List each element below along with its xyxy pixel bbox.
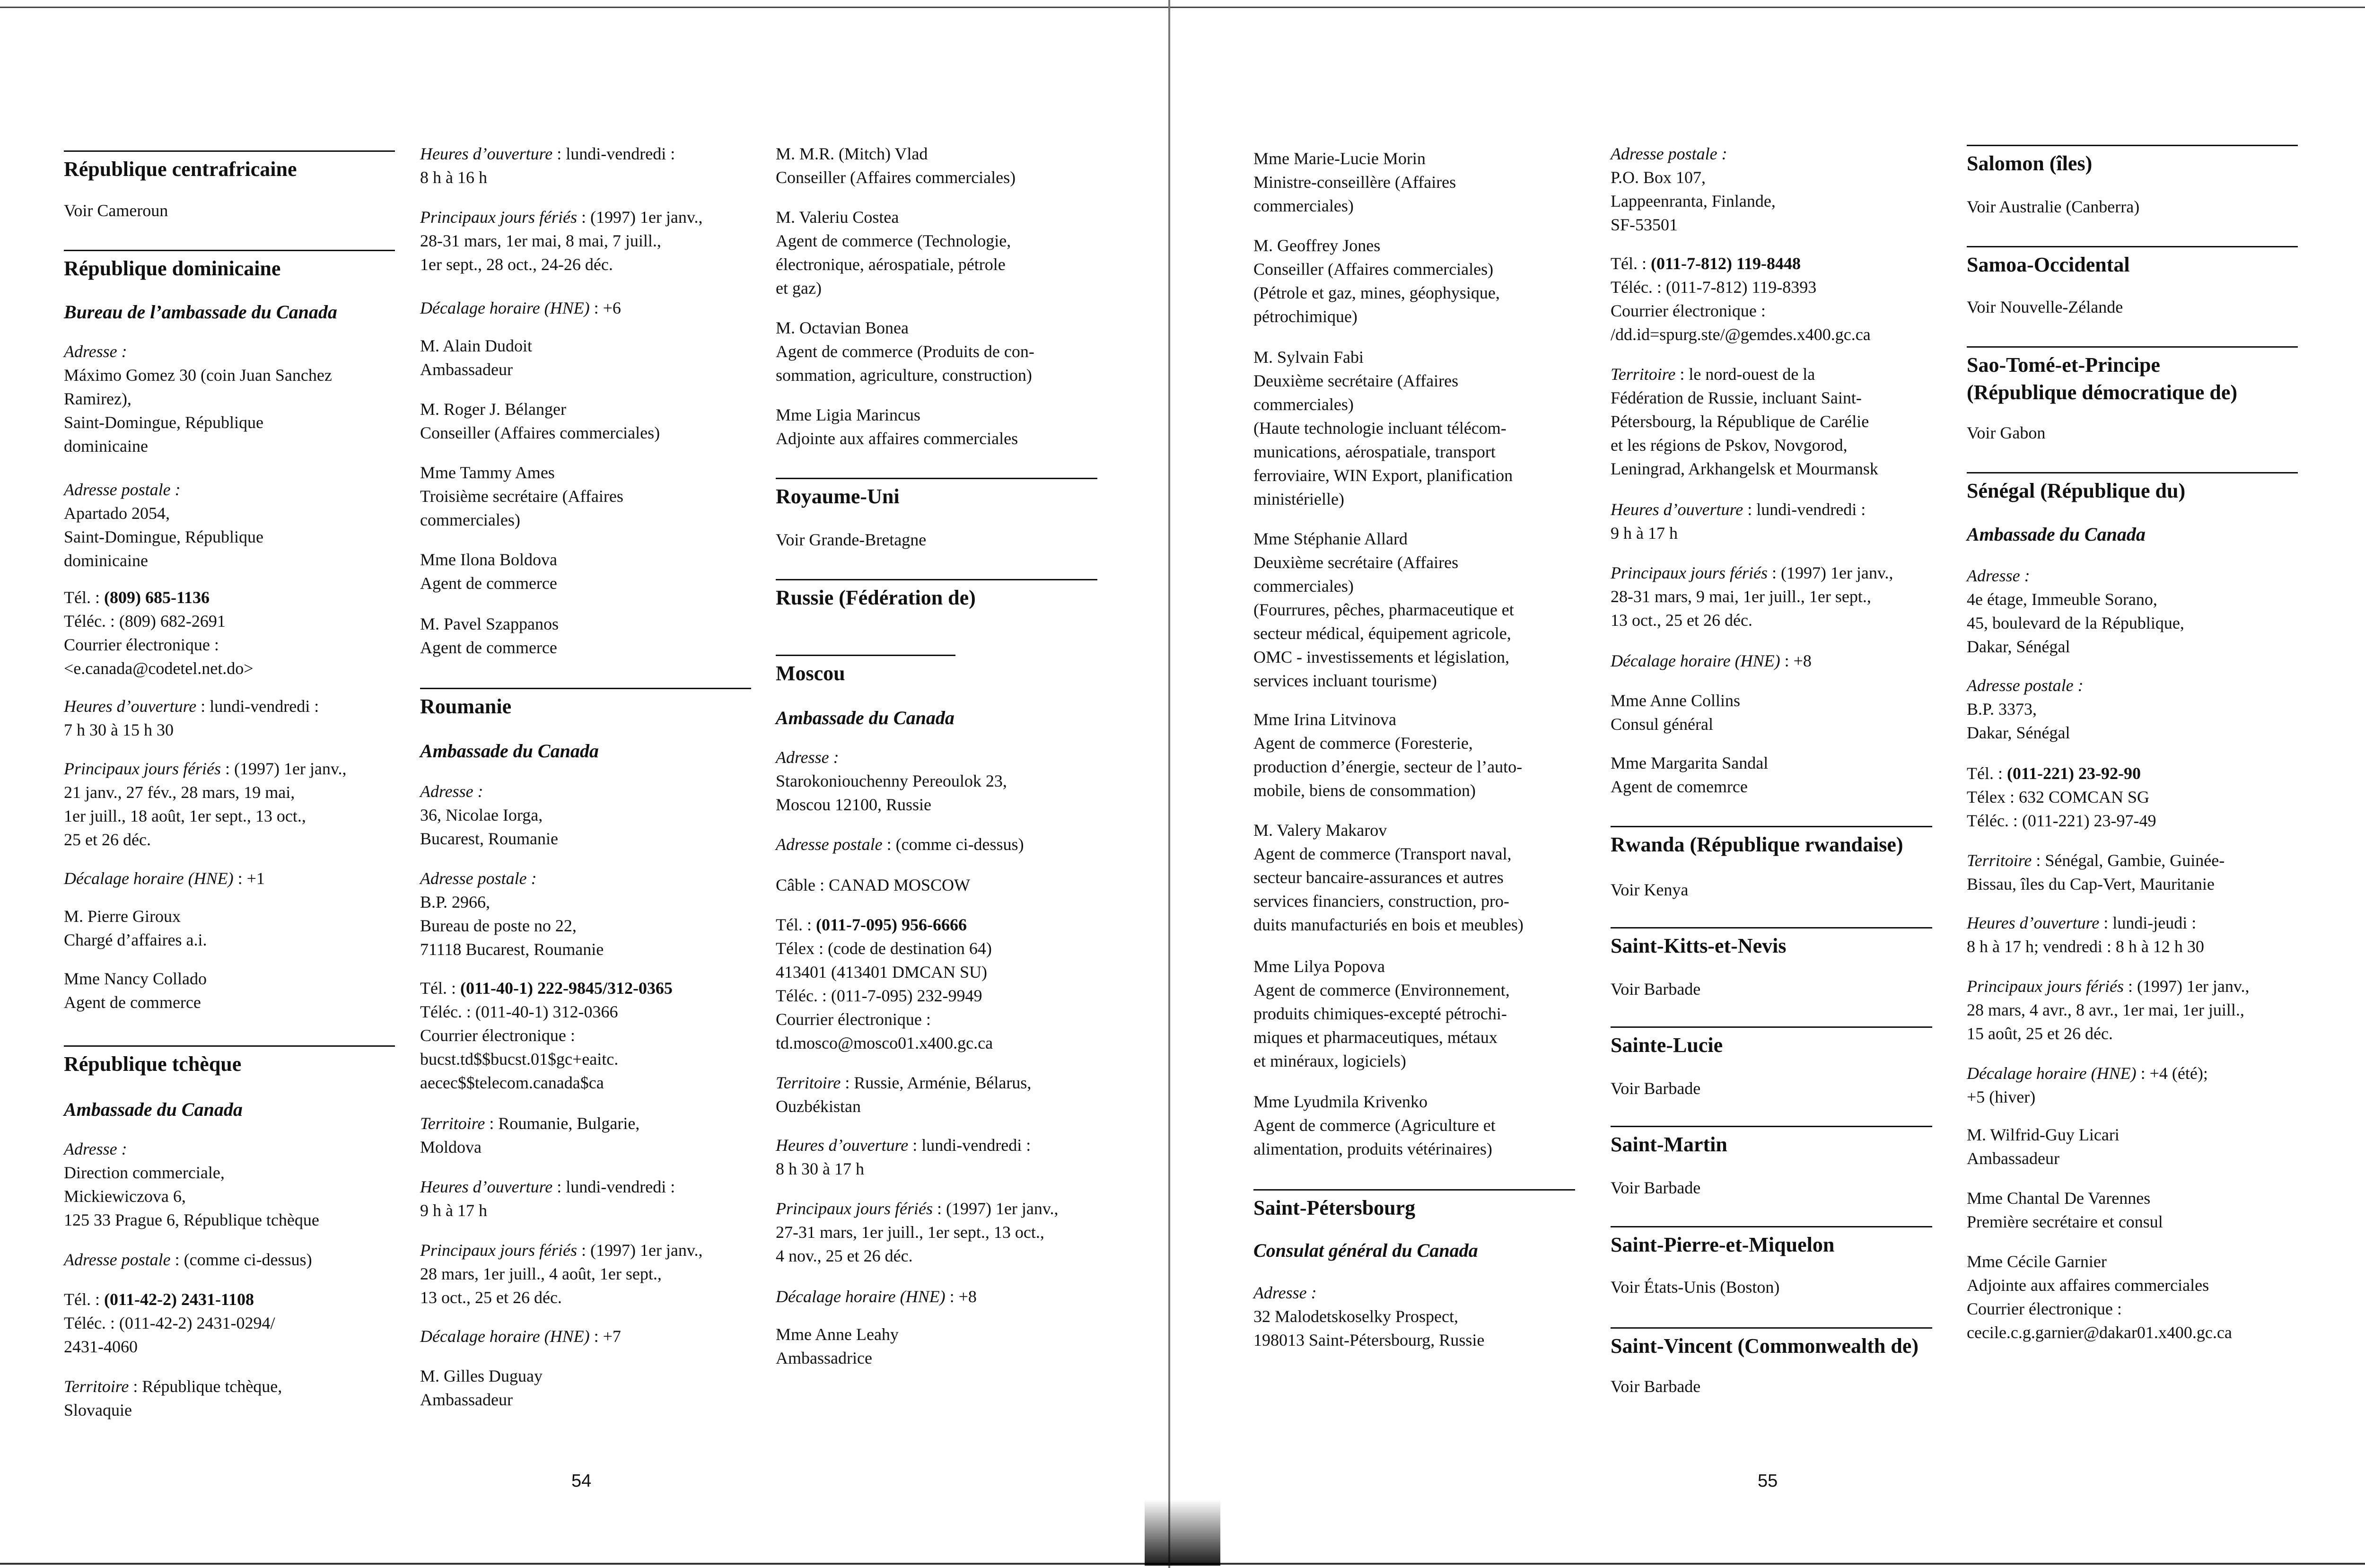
staff-entry: M. Gilles Duguay Ambassadeur [420,1367,543,1409]
phone-number: (011-42-2) 2431-1108 [104,1290,254,1309]
section-title: Sénégal (République du) [1967,479,2186,502]
staff-entry: M. Pavel Szappanos Agent de commerce [420,614,559,657]
territory-text: : République tchèque, Slovaquie [64,1377,282,1419]
contact-details: Téléc. : (011-42-2) 2431-0294/ 2431-4060 [64,1314,275,1356]
holidays-label: Principaux jours fériés [776,1199,933,1218]
contact-details: Téléc. : (809) 682-2691 Courrier électronique : <e.canada@codetel.net.do> [64,612,254,678]
territory [1611,362,1932,481]
cable: Câble : CANAD MOSCOW [776,876,970,894]
territory-text: : Sénégal, Gambie, Guinée- Bissau, îles du Cap-Vert, Mauritanie [1967,851,2225,893]
section-title: Salomon (îles) [1967,152,2093,175]
hours-text: : lundi-vendredi : 9 h à 17 h [420,1177,675,1220]
staff-entry: Mme Marie-Lucie Morin Ministre-conseillère (Affaires commerciales) [1253,149,1456,215]
address-label: Adresse : [64,1139,127,1158]
territory-label: Territoire [64,1377,129,1396]
section-roumanie [420,688,751,720]
time-offset [420,1324,751,1348]
staff-entry: Mme Anne Leahy Ambassadrice [776,1325,899,1367]
see-reference: Voir Gabon [1967,423,2046,442]
office-name: Ambassade du Canada [64,1099,243,1120]
holidays-label: Principaux jours fériés [420,208,577,227]
holidays [420,205,751,276]
section-title: Saint-Kitts-et-Nevis [1611,934,1787,957]
territory [1967,849,2298,896]
hours-label: Heures d’ouverture [1967,913,2100,932]
see-reference: Voir Cameroun [64,201,168,220]
staff-entry: M. Geoffrey Jones Conseiller (Affaires commerciales) (Pétrole et gaz, mines, géophysique, pétrochimique) [1253,236,1500,326]
page-number: 54 [571,1471,592,1491]
time-offset-label: Décalage horaire (HNE) [776,1287,946,1306]
time-offset [64,867,395,890]
time-offset [420,296,751,320]
section-title: Royaume-Uni [776,485,900,508]
section-sao-tome-et-principe [1967,346,2298,406]
staff-entry: M. Pierre Giroux Chargé d’affaires a.i. [64,907,207,949]
time-offset-value: : +8 [945,1287,977,1306]
phone-label: Tél. : [420,979,460,998]
address-text: Máximo Gomez 30 (coin Juan Sanchez Ramirez), Saint-Domingue, République dominicaine [64,366,332,456]
staff-entry: Mme Lilya Popova Agent de commerce (Environnement, produits chimiques-excepté pétrochi- miques et pharmaceutiques, métaux et minéraux, logiciels) [1253,957,1510,1070]
time-offset [776,1285,1097,1308]
phone-line [1967,762,2298,785]
section-title: République tchèque [64,1052,242,1076]
section-title: Russie (Fédération de) [776,586,976,609]
section-samoa-occidental [1967,246,2298,279]
phone-label: Tél. : [64,1290,104,1309]
contact-details: Téléc. : (011-7-812) 119-8393 Courrier électronique : /dd.id=spurg.ste/@gemdes.x400.gc.ca [1611,278,1871,344]
territory-label: Territoire [776,1073,841,1092]
staff-entry: Mme Lyudmila Krivenko Agent de commerce (Agriculture et alimentation, produits vétérinaires) [1253,1092,1496,1158]
holidays-label: Principaux jours fériés [1611,563,1768,582]
section-title: Roumanie [420,695,512,718]
section-saint-vincent [1611,1327,1932,1360]
holidays [420,1238,751,1309]
section-title: Sao-Tomé-et-Principe (République démocratique de) [1967,353,2237,404]
territory-label: Territoire [1611,365,1676,384]
territory [420,1112,751,1159]
time-offset-label: Décalage horaire (HNE) [1611,651,1780,670]
subsection-title: Saint-Pétersbourg [1253,1196,1416,1219]
staff-entry: M. Alain Dudoit Ambassadeur [420,336,533,379]
staff-entry: Mme Irina Litvinova Agent de commerce (Foresterie, production d’énergie, secteur de l’auto- mobile, biens de consommation) [1253,710,1523,800]
office-name: Ambassade du Canada [776,707,955,728]
page-number: 55 [1758,1471,1778,1491]
address-text: 4e étage, Immeuble Sorano, 45, boulevard de la République, Dakar, Sénégal [1967,590,2184,656]
address-label: Adresse : [420,782,483,801]
section-title: République dominicaine [64,257,281,280]
territory-label: Territoire [1967,851,2032,870]
postal-address [64,1248,395,1271]
time-offset-label: Décalage horaire (HNE) [420,298,590,317]
holidays [64,757,395,851]
phone-line [64,1288,395,1311]
phone-line [776,913,1097,937]
time-offset-value: : +4 (été); +5 (hiver) [1967,1064,2208,1106]
office-name: Ambassade du Canada [1967,524,2146,545]
hours-label: Heures d’ouverture [64,697,197,716]
postal-address-text: Apartado 2054, Saint-Domingue, République dominicaine [64,504,263,570]
territory-text: : Russie, Arménie, Bélarus, Ouzbékistan [776,1073,1032,1116]
territory-text: : le nord-ouest de la Fédération de Russie, incluant Saint- Pétersbourg, la République de Carélie et les régions de Pskov, Novgorod, Leningrad, Arkhangelsk et Mourmansk [1611,365,1878,478]
staff-entry: Mme Chantal De Varennes Première secrétaire et consul [1967,1189,2163,1231]
holidays-label: Principaux jours fériés [1967,977,2124,996]
section-title: Sainte-Lucie [1611,1034,1723,1057]
phone-line [420,976,751,1000]
staff-entry: Mme Tammy Ames Troisième secrétaire (Affaires commerciales) [420,463,623,529]
staff-entry: M. Sylvain Fabi Deuxième secrétaire (Affaires commerciales) (Haute technologie incluant télécom- munications, aérospatiale, transport ferroviaire, WIN Export, planification ministérielle) [1253,348,1513,508]
section-title: République centrafricaine [64,158,297,181]
hours-text: : lundi-vendredi : 7 h 30 à 15 h 30 [64,697,319,739]
opening-hours [420,142,751,189]
phone-number: (011-7-812) 119-8448 [1650,254,1801,273]
section-saint-kitts-et-nevis [1611,927,1932,960]
staff-entry: Mme Nancy Collado Agent de commerce [64,969,207,1012]
see-reference: Voir Australie (Canberra) [1967,197,2140,216]
staff-entry: M. Roger J. Bélanger Conseiller (Affaires commerciales) [420,400,660,442]
section-salomon [1967,145,2298,177]
time-offset-value: : +6 [589,298,621,317]
time-offset-value: : +7 [589,1327,621,1346]
holidays-label: Principaux jours fériés [64,759,221,778]
postal-address-text: B.P. 2966, Bureau de poste no 22, 71118 Bucarest, Roumanie [420,893,604,959]
section-title: Samoa-Occidental [1967,253,2130,276]
office-name: Ambassade du Canada [420,740,599,762]
hours-text: : lundi-vendredi : 9 h à 17 h [1611,500,1866,543]
holidays-text: : (1997) 1er janv., 28 mars, 1er juill., 4 août, 1er sept., 13 oct., 25 et 26 déc. [420,1241,703,1307]
section-title: Saint-Martin [1611,1133,1727,1156]
postal-address [776,832,1097,856]
section-royaume-uni [776,478,1097,510]
staff-entry: M. Octavian Bonea Agent de commerce (Produits de con- sommation, agriculture, construction) [776,318,1034,385]
postal-address-text: : (comme ci-dessus) [170,1250,312,1269]
section-sainte-lucie [1611,1026,1932,1059]
territory-text: : Roumanie, Bulgarie, Moldova [420,1114,640,1156]
postal-address-label: Adresse postale : [64,480,181,499]
phone-number: (011-40-1) 222-9845/312-0365 [460,979,673,998]
time-offset-label: Décalage horaire (HNE) [420,1327,590,1346]
holidays-text: : (1997) 1er janv., 27-31 mars, 1er juill., 1er sept., 13 oct., 4 nov., 25 et 26 déc. [776,1199,1059,1265]
opening-hours [64,694,395,742]
opening-hours [1967,911,2298,958]
holidays-text: : (1997) 1er janv., 21 janv., 27 fév., 28 mars, 19 mai, 1er juill., 18 août, 1er sept., 13 oct., 25 et 26 déc. [64,759,347,849]
phone-label: Tél. : [64,588,104,607]
section-title: Saint-Pierre-et-Miquelon [1611,1233,1835,1256]
holidays-text: : (1997) 1er janv., 28 mars, 4 avr., 8 avr., 1er mai, 1er juill., 15 août, 25 et 26 déc. [1967,977,2250,1043]
subsection-title: Moscou [776,662,845,685]
gutter-shadow [1145,1499,1220,1566]
postal-address-label: Adresse postale : [420,869,537,888]
see-reference: Voir Grande-Bretagne [776,530,927,549]
holidays-text: : (1997) 1er janv., 28-31 mars, 9 mai, 1er juill., 1er sept., 13 oct., 25 et 26 déc. [1611,563,1893,630]
time-offset [1967,1061,2298,1109]
holidays-text: : (1997) 1er janv., 28-31 mars, 1er mai, 8 mai, 7 juill., 1er sept., 28 oct., 24-26 déc. [420,208,703,274]
contact-details: Télex : (code de destination 64) 413401 (413401 DMCAN SU) Téléc. : (011-7-095) 232-9949 Courrier électronique : td.mosco@mosco01.x400.gc.ca [776,939,993,1052]
staff-entry: M. Wilfrid-Guy Licari Ambassadeur [1967,1125,2120,1168]
territory [64,1375,395,1422]
phone-line [1611,252,1932,275]
opening-hours [776,1133,1097,1181]
address-text: 32 Malodetskoselky Prospect, 198013 Saint-Pétersbourg, Russie [1253,1307,1485,1349]
postal-address-label: Adresse postale : [1967,676,2084,695]
subsection-saint-petersbourg [1253,1189,1575,1222]
book-gutter [1168,0,1170,1568]
section-republique-dominicaine [64,250,395,282]
address-text: 36, Nicolae Iorga, Bucarest, Roumanie [420,806,558,848]
phone-number: (011-7-095) 956-6666 [815,915,967,934]
staff-entry: Mme Cécile Garnier Adjointe aux affaires commerciales Courrier électronique : cecile.c.g.garnier@dakar01.x400.gc.ca [1967,1252,2232,1342]
see-reference: Voir Barbade [1611,1178,1701,1197]
territory [776,1071,1097,1118]
holidays [1967,974,2298,1045]
section-title: Saint-Vincent (Commonwealth de) [1611,1334,1918,1358]
phone-number: (809) 685-1136 [104,588,210,607]
address-label: Adresse : [1253,1283,1317,1302]
hours-text: : lundi-vendredi : 8 h à 16 h [420,144,675,187]
contact-details: Téléc. : (011-40-1) 312-0366 Courrier électronique : bucst.td$$bucst.01$gc+eaitc. aecec$$telecom.canada$ca [420,1002,619,1092]
see-reference: Voir Barbade [1611,1079,1701,1098]
hours-label: Heures d’ouverture [420,144,553,163]
address-label: Adresse : [776,748,839,767]
see-reference: Voir Kenya [1611,880,1689,899]
postal-address-label: Adresse postale [776,835,883,854]
address-text: Direction commerciale, Mickiewiczova 6, 125 33 Prague 6, République tchèque [64,1163,319,1229]
section-title: Rwanda (République rwandaise) [1611,833,1903,856]
holidays-label: Principaux jours fériés [420,1241,577,1260]
section-rwanda [1611,826,1932,858]
hours-text: : lundi-vendredi : 8 h 30 à 17 h [776,1136,1031,1178]
territory-label: Territoire [420,1114,485,1133]
subsection-moscou [776,655,955,687]
time-offset-value: : +1 [233,869,265,888]
holidays [776,1197,1097,1268]
address-label: Adresse : [1967,566,2030,585]
postal-address-label: Adresse postale : [1611,144,1727,163]
postal-address-text: P.O. Box 107, Lappeenranta, Finlande, SF-53501 [1611,168,1776,234]
phone-number: (011-221) 23-92-90 [2006,764,2141,783]
staff-entry: M. Valeriu Costea Agent de commerce (Technologie, électronique, aérospatiale, pétrole et gaz) [776,208,1011,298]
staff-entry: Mme Ilona Boldova Agent de commerce [420,550,557,593]
office-name: Bureau de l’ambassade du Canada [64,301,337,323]
see-reference: Voir Barbade [1611,980,1701,999]
staff-entry: Mme Ligia Marincus Adjointe aux affaires commerciales [776,405,1018,448]
page-edge-top [0,7,2365,8]
time-offset [1611,649,1932,673]
postal-address-text: B.P. 3373, Dakar, Sénégal [1967,700,2070,742]
staff-entry: M. M.R. (Mitch) Vlad Conseiller (Affaires commerciales) [776,144,1016,187]
staff-entry: Mme Margarita Sandal Agent de comemrce [1611,753,1769,796]
holidays [1611,561,1932,632]
hours-label: Heures d’ouverture [1611,500,1743,519]
office-name: Consulat général du Canada [1253,1240,1478,1261]
phone-line [64,586,395,609]
section-senegal [1967,472,2298,505]
section-republique-tcheque [64,1045,395,1078]
hours-label: Heures d’ouverture [776,1136,909,1155]
time-offset-label: Décalage horaire (HNE) [64,869,234,888]
postal-address-label: Adresse postale [64,1250,171,1269]
phone-label: Tél. : [776,915,816,934]
phone-label: Tél. : [1611,254,1651,273]
postal-address-text: : (comme ci-dessus) [882,835,1024,854]
contact-details: Télex : 632 COMCAN SG Téléc. : (011-221) 23-97-49 [1967,788,2156,830]
see-reference: Voir Barbade [1611,1377,1701,1396]
staff-entry: M. Valery Makarov Agent de commerce (Transport naval, secteur bancaire-assurances et autres services financiers, construction, pro- duits manufacturiés en bois et meubles) [1253,821,1524,934]
section-saint-pierre-et-miquelon [1611,1226,1932,1259]
address-label: Adresse : [64,342,127,361]
time-offset-label: Décalage horaire (HNE) [1967,1064,2137,1083]
opening-hours [420,1175,751,1222]
staff-entry: Mme Stéphanie Allard Deuxième secrétaire (Affaires commerciales) (Fourrures, pêches, pharmaceutique et secteur médical, équipement agricole, OMC - investissements et législation, services incluant tourisme) [1253,529,1514,690]
hours-label: Heures d’ouverture [420,1177,553,1196]
see-reference: Voir États-Unis (Boston) [1611,1278,1780,1296]
time-offset-value: : +8 [1780,651,1812,670]
opening-hours [1611,498,1932,545]
section-republique-centrafricaine [64,150,395,183]
see-reference: Voir Nouvelle-Zélande [1967,298,2123,316]
section-russie [776,579,1097,612]
address-text: Starokoniouchenny Pereoulok 23, Moscou 12100, Russie [776,771,1007,814]
section-saint-martin [1611,1126,1932,1158]
phone-label: Tél. : [1967,764,2007,783]
hours-text: : lundi-jeudi : 8 h à 17 h; vendredi : 8 h à 12 h 30 [1967,913,2204,956]
staff-entry: Mme Anne Collins Consul général [1611,691,1741,734]
